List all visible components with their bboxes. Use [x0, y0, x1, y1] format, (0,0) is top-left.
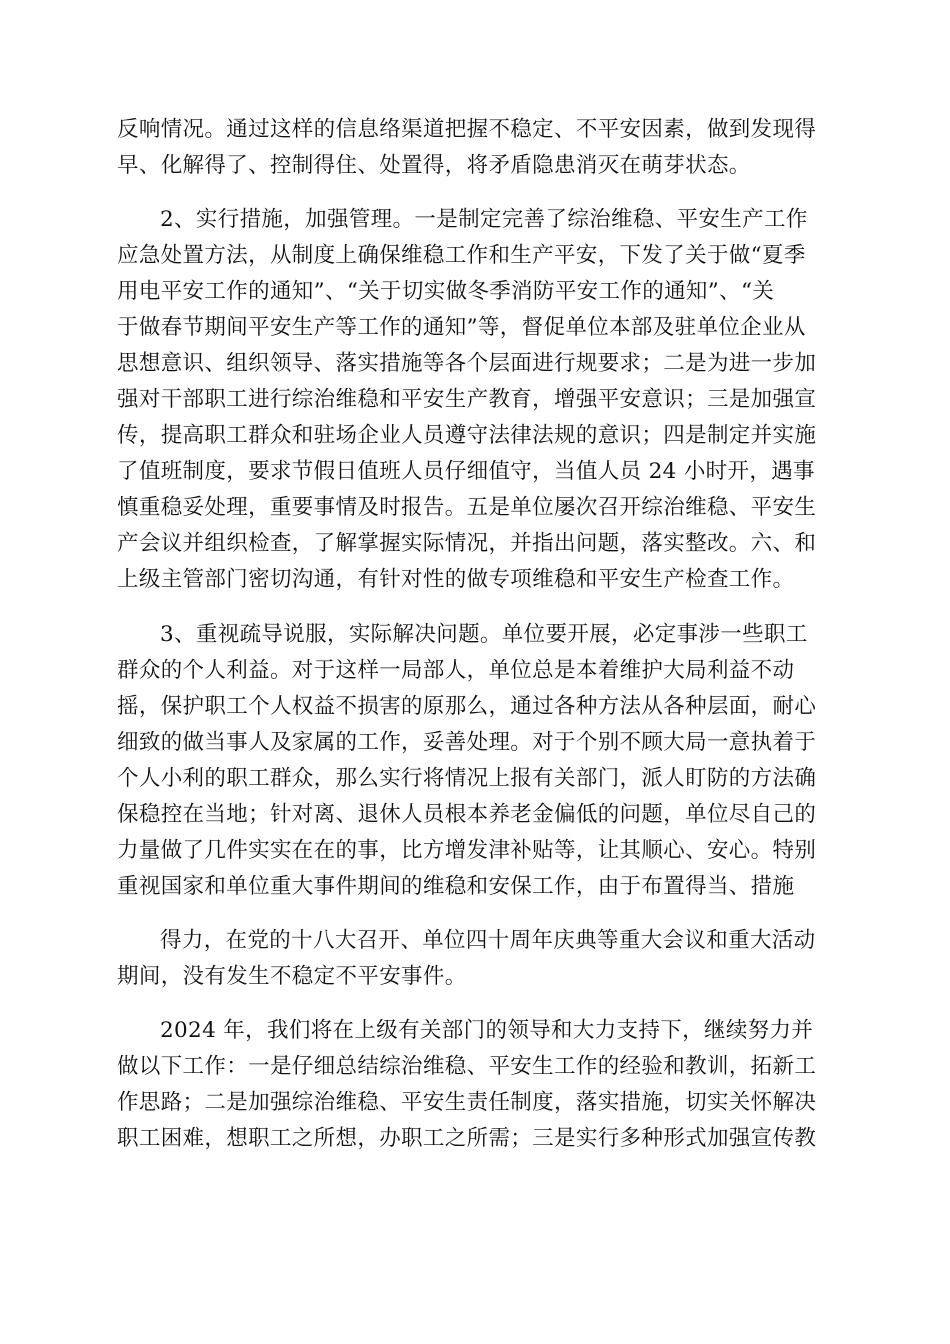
text-line: 了值班制度，要求节假日值班人员仔细值守，当值人员 24 小时开，遇事: [117, 459, 815, 484]
paragraph-start-line: 2、实行措施，加强管理。一是制定完善了综治维稳、平安生产工作: [160, 207, 808, 232]
text-line: 于做春节期间平安生产等工作的通知”等，督促单位本部及驻单位企业从: [117, 315, 806, 340]
paragraph-start-line: 得力，在党的十八大召开、单位四十周年庆典等重大会议和重大活动: [160, 928, 816, 953]
text-line: 重视国家和单位重大事件期间的维稳和安保工作，由于布置得当、措施: [117, 874, 795, 899]
text-line: 早、化解得了、控制得住、处置得，将矛盾隐患消灭在萌芽状态。: [117, 153, 751, 178]
text-line: 群众的个人利益。对于这样一局部人，单位总是本着维护大局利益不动: [117, 658, 795, 683]
paragraph-start-line: 2024 年，我们将在上级有关部门的领导和大力支持下，继续努力并: [160, 1018, 814, 1043]
text-line: 上级主管部门密切沟通，有针对性的做专项维稳和平安生产检查工作。: [117, 567, 795, 592]
text-line: 力量做了几件实实在在的事，比方增发津补贴等，让其顺心、安心。特别: [117, 838, 817, 863]
text-line: 个人小利的职工群众，那么实行将情况上报有关部门，派人盯防的方法确: [117, 766, 817, 791]
text-line: 传，提高职工群众和驻场企业人员遵守法律法规的意识；四是制定并实施: [117, 423, 817, 448]
text-line: 期间，没有发生不稳定不平安事件。: [117, 964, 467, 989]
text-line: 慎重稳妥处理，重要事情及时报告。五是单位屡次召开综治维稳、平安生: [117, 495, 817, 520]
text-line: 强对干部职工进行综治维稳和平安生产教育，增强平安意识；三是加强宣: [117, 387, 817, 412]
text-line: 细致的做当事人及家属的工作，妥善处理。对于个别不顾大局一意执着于: [117, 730, 817, 755]
text-line: 用电平安工作的通知”、“关于切实做冬季消防平安工作的通知”、“关: [117, 279, 775, 304]
text-line: 作思路；二是加强综治维稳、平安生责任制度，落实措施，切实关怀解决: [117, 1090, 817, 1115]
text-line: 做以下工作：一是仔细总结综治维稳、平安生工作的经验和教训，拓新工: [117, 1054, 817, 1079]
text-line: 产会议并组织检查，了解掌握实际情况，并指出问题，落实整改。六、和: [117, 531, 817, 556]
text-line: 保稳控在当地；针对离、退休人员根本养老金偏低的问题，单位尽自己的: [117, 802, 817, 827]
text-line: 思想意识、组织领导、落实措施等各个层面进行规要求；二是为进一步加: [117, 351, 817, 376]
text-line: 职工困难，想职工之所想，办职工之所需；三是实行多种形式加强宣传教: [117, 1126, 817, 1151]
paragraph-start-line: 3、重视疏导说服，实际解决问题。单位要开展，必定事涉一些职工: [160, 622, 808, 647]
text-line: 摇，保护职工个人权益不损害的原那么，通过各种方法从各种层面，耐心: [117, 694, 817, 719]
text-line: 应急处置方法，从制度上确保维稳工作和生产平安，下发了关于做“夏季: [117, 243, 806, 268]
text-line: 反响情况。通过这样的信息络渠道把握不稳定、不平安因素，做到发现得: [117, 117, 817, 142]
